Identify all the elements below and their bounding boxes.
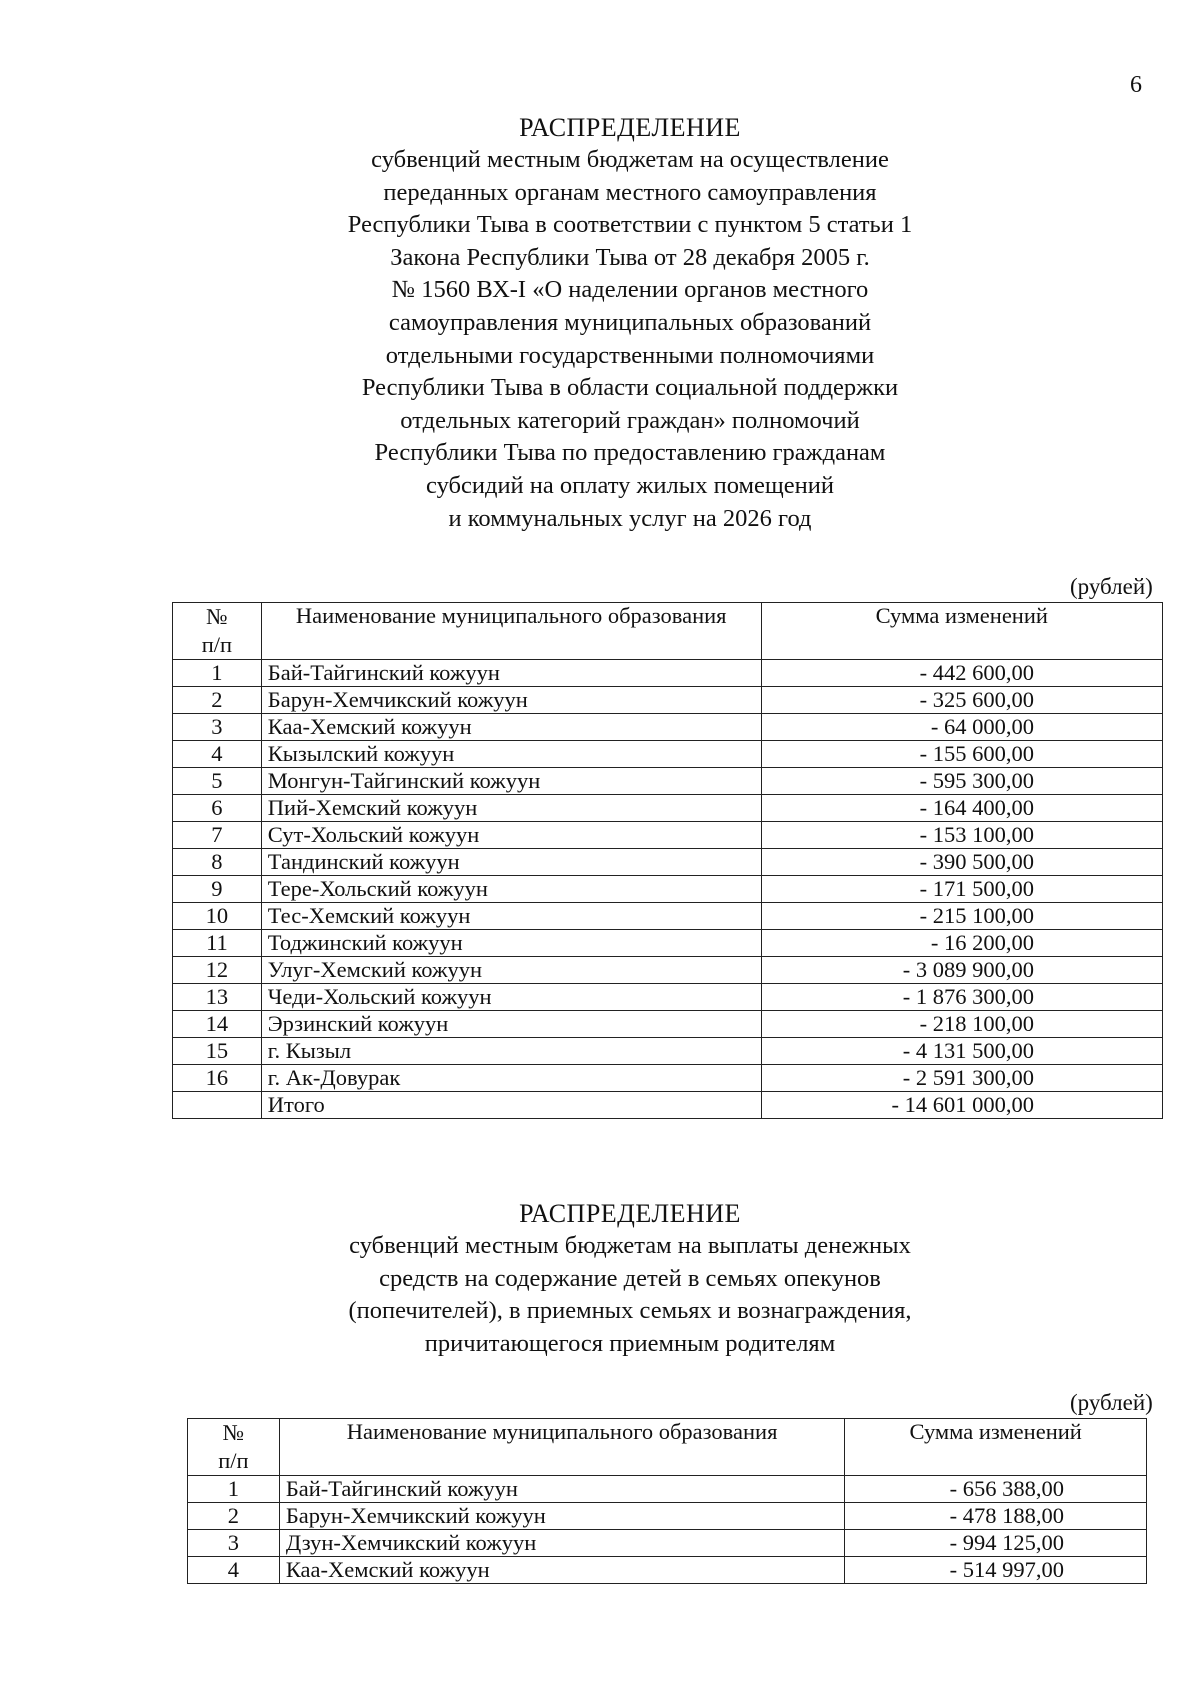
row-number	[173, 1092, 262, 1119]
row-name: Улуг-Хемский кожуун	[261, 957, 761, 984]
row-name: Бай-Тайгинский кожуун	[279, 1476, 845, 1503]
row-number: 9	[173, 876, 262, 903]
section1-title-block	[180, 112, 1080, 535]
row-number: 13	[173, 984, 262, 1011]
row-name: Эрзинский кожуун	[261, 1011, 761, 1038]
row-sum: - 325 600,00	[761, 687, 1162, 714]
row-name: Чеди-Хольский кожуун	[261, 984, 761, 1011]
row-sum: - 218 100,00	[761, 1011, 1162, 1038]
section2-table	[187, 1418, 1147, 1584]
table-row	[173, 984, 1163, 1011]
table-row	[173, 822, 1163, 849]
num-column-header: № п/п	[173, 603, 262, 660]
table-row	[173, 876, 1163, 903]
row-number: 11	[173, 930, 262, 957]
row-sum: - 1 876 300,00	[761, 984, 1162, 1011]
row-sum: - 64 000,00	[761, 714, 1162, 741]
table-row	[188, 1503, 1147, 1530]
row-name: г. Ак-Довурак	[261, 1065, 761, 1092]
row-name: Кызылский кожуун	[261, 741, 761, 768]
row-number: 12	[173, 957, 262, 984]
row-number: 3	[173, 714, 262, 741]
table-row	[173, 930, 1163, 957]
row-number: 5	[173, 768, 262, 795]
section2-unit-label: (рублей)	[1070, 1390, 1153, 1415]
section1-heading: РАСПРЕДЕЛЕНИЕ	[519, 113, 741, 142]
section2-table-header	[188, 1419, 1147, 1476]
row-name: Дзун-Хемчикский кожуун	[279, 1530, 845, 1557]
table-row	[173, 714, 1163, 741]
row-sum: - 478 188,00	[845, 1503, 1147, 1530]
row-number: 2	[173, 687, 262, 714]
row-name: г. Кызыл	[261, 1038, 761, 1065]
table-row	[173, 1011, 1163, 1038]
row-number: 6	[173, 795, 262, 822]
row-number: 1	[188, 1476, 280, 1503]
table-row	[173, 687, 1163, 714]
row-name: Тандинский кожуун	[261, 849, 761, 876]
section2-subtitle: субвенций местным бюджетам на выплаты денежных средств на содержание детей в семьях опекунов (попечителей), в приемных семьях и вознаграждения, причитающегося приемным родителям	[348, 1232, 912, 1357]
row-number: 3	[188, 1530, 280, 1557]
table-row	[173, 660, 1163, 687]
table-row	[173, 768, 1163, 795]
row-sum: - 215 100,00	[761, 903, 1162, 930]
row-name: Тере-Хольский кожуун	[261, 876, 761, 903]
row-sum: - 14 601 000,00	[761, 1092, 1162, 1119]
name-column-header: Наименование муниципального образования	[279, 1419, 845, 1476]
num-column-header: № п/п	[188, 1419, 280, 1476]
row-number: 2	[188, 1503, 280, 1530]
section2-title-block	[180, 1198, 1080, 1360]
row-sum: - 171 500,00	[761, 876, 1162, 903]
row-sum: - 390 500,00	[761, 849, 1162, 876]
section2-heading: РАСПРЕДЕЛЕНИЕ	[519, 1199, 741, 1228]
section1-unit-label: (рублей)	[1070, 574, 1153, 599]
row-sum: - 595 300,00	[761, 768, 1162, 795]
row-name: Монгун-Тайгинский кожуун	[261, 768, 761, 795]
row-number: 10	[173, 903, 262, 930]
row-name: Сут-Хольский кожуун	[261, 822, 761, 849]
table-row	[188, 1530, 1147, 1557]
row-sum: - 656 388,00	[845, 1476, 1147, 1503]
row-number: 14	[173, 1011, 262, 1038]
row-number: 7	[173, 822, 262, 849]
row-sum: - 994 125,00	[845, 1530, 1147, 1557]
row-name: Барун-Хемчикский кожуун	[279, 1503, 845, 1530]
row-name: Пий-Хемский кожуун	[261, 795, 761, 822]
row-name: Тоджинский кожуун	[261, 930, 761, 957]
row-name: Бай-Тайгинский кожуун	[261, 660, 761, 687]
row-name: Итого	[261, 1092, 761, 1119]
sum-column-header: Сумма изменений	[845, 1419, 1147, 1476]
table-row	[173, 1092, 1163, 1119]
row-sum: - 514 997,00	[845, 1557, 1147, 1584]
table-row	[173, 957, 1163, 984]
row-number: 15	[173, 1038, 262, 1065]
row-number: 4	[188, 1557, 280, 1584]
row-number: 4	[173, 741, 262, 768]
table-row	[173, 903, 1163, 930]
row-sum: - 442 600,00	[761, 660, 1162, 687]
row-sum: - 155 600,00	[761, 741, 1162, 768]
table-row	[173, 741, 1163, 768]
row-number: 8	[173, 849, 262, 876]
row-name: Каа-Хемский кожуун	[261, 714, 761, 741]
section1-subtitle: субвенций местным бюджетам на осуществление переданных органам местного самоуправления Республики Тыва в соответствии с пунктом 5 статьи 1 Закона Республики Тыва от 28 декабря 2005 г. № 1560 ВХ-I «О наделении органов местного самоуправления муниципальных образований отдельными государственными полномочиями Республики Тыва в области социальной поддержки отдельных категорий граждан» полномочий Республики Тыва по предоставлению гражданам субсидий на оплату жилых помещений и коммунальных услуг на 2026 год	[347, 146, 913, 532]
row-sum: - 3 089 900,00	[761, 957, 1162, 984]
row-sum: - 153 100,00	[761, 822, 1162, 849]
row-sum: - 164 400,00	[761, 795, 1162, 822]
row-number: 1	[173, 660, 262, 687]
table-row	[173, 849, 1163, 876]
row-sum: - 2 591 300,00	[761, 1065, 1162, 1092]
table-row	[188, 1476, 1147, 1503]
page-number: 6	[1130, 72, 1142, 98]
table-row	[173, 1038, 1163, 1065]
table-row	[188, 1557, 1147, 1584]
row-sum: - 4 131 500,00	[761, 1038, 1162, 1065]
section1-table-header	[173, 603, 1163, 660]
row-name: Каа-Хемский кожуун	[279, 1557, 845, 1584]
row-sum: - 16 200,00	[761, 930, 1162, 957]
name-column-header: Наименование муниципального образования	[261, 603, 761, 660]
table-row	[173, 795, 1163, 822]
row-name: Тес-Хемский кожуун	[261, 903, 761, 930]
table-row	[173, 1065, 1163, 1092]
row-number: 16	[173, 1065, 262, 1092]
sum-column-header: Сумма изменений	[761, 603, 1162, 660]
section1-table	[172, 602, 1163, 1119]
row-name: Барун-Хемчикский кожуун	[261, 687, 761, 714]
